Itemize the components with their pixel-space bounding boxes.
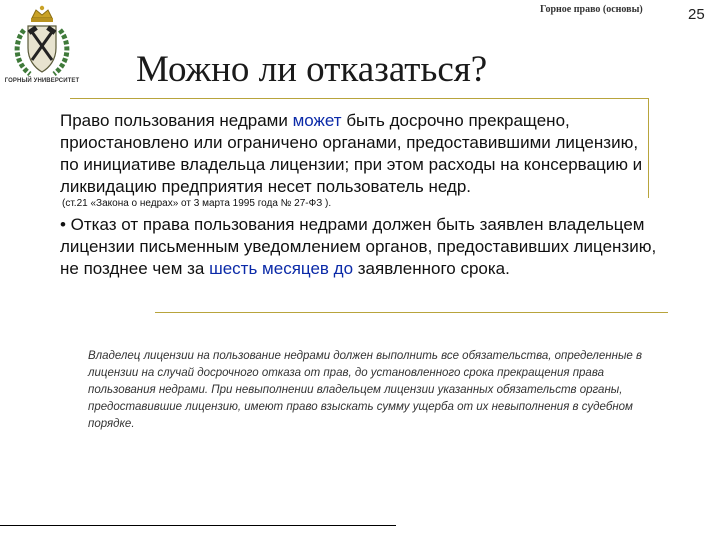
paragraph1-part1: Право пользования недрами [60,111,293,130]
logo-caption: ГОРНЫЙ УНИВЕРСИТЕТ [4,78,80,84]
obligations-quote: Владелец лицензии на пользование недрами должен выполнить все обязательства, определенные в лицензии на случай досрочного отказа от прав, до установленного срока прекращения права пользования недрами. При невыполнении владельцем лицензии указанных обязательств органы, предоставившие лицензию, имеют право взыскать сумму ущерба от их невыполнения в судебном порядке. [88,350,643,430]
paragraph-refusal-notice [60,214,660,280]
section-divider [155,312,668,313]
slide-number: 25 [688,6,705,23]
paragraph1-part2: быть досрочно прекращено, приостановлено или ограничено органами, предоставившими лицензию, по инициативе владельца лицензии; при этом расходы на консервацию и ликвидацию предприятия несет пользователь недр. [60,111,643,196]
law-reference: (ст.21 «Закона о недрах» от 3 марта 1995 года № 27-ФЗ ). [62,198,332,209]
paragraph1-highlight: может [292,111,342,130]
slide-title: Можно ли отказаться? [136,49,488,90]
paragraph-early-termination [60,110,650,198]
course-header: Горное право (основы) [540,4,643,15]
footer-line [0,525,396,526]
paragraph2-part2: заявленного срока. [353,259,510,278]
paragraph2-highlight: шесть месяцев до [209,259,354,278]
paragraph2-part1: • Отказ от права пользования недрами должен быть заявлен владельцем лицензии письменным уведомлением органов, предоставивших лицензию, не позднее чем за [60,215,657,278]
title-divider [70,98,648,99]
